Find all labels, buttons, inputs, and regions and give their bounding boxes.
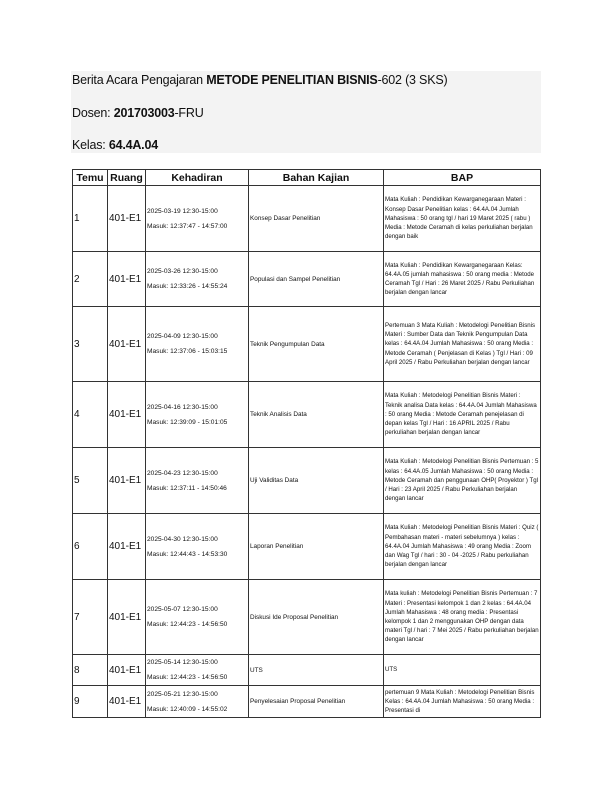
lecturer-code: -FRU bbox=[174, 106, 204, 120]
cell-temu: 6 bbox=[73, 514, 108, 580]
table-row bbox=[73, 514, 541, 580]
cell-temu: 8 bbox=[73, 655, 108, 686]
schedule-time: 2025-03-26 12:30-15:00 bbox=[147, 268, 218, 275]
check-in-time: Masuk: 12:37:47 - 14:57:00 bbox=[147, 222, 228, 230]
class-label: Kelas: bbox=[72, 138, 109, 152]
lecturer-label: Dosen: bbox=[72, 106, 114, 120]
bap-text: Mata Kuliah : Pendidikan Kewarganegaraan Materi : Konsep Dasar Penelitian kelas : 64.4A.04 Jumlah Mahasiswa : 50 orang tgl / hari 19 Maret 2025 ( rabu ) Media : Metode Ceramah di kelas perkuliahan berjalan dengan baik bbox=[385, 196, 533, 241]
lecturer-line bbox=[72, 106, 204, 120]
cell-ruang: 401-E1 bbox=[108, 186, 146, 252]
schedule-time: 2025-05-07 12:30-15:00 bbox=[147, 606, 218, 613]
cell-ruang: 401-E1 bbox=[108, 307, 146, 382]
schedule-time: 2025-05-21 12:30-15:00 bbox=[147, 690, 218, 698]
check-in-time: Masuk: 12:39:09 - 15:01:05 bbox=[147, 418, 228, 426]
table-row bbox=[73, 448, 541, 514]
cell-temu: 1 bbox=[73, 186, 108, 252]
table-row bbox=[73, 580, 541, 655]
document-header bbox=[71, 71, 541, 153]
schedule-time: 2025-04-16 12:30-15:00 bbox=[147, 403, 218, 411]
table-row bbox=[73, 186, 541, 252]
cell-bap bbox=[384, 655, 541, 686]
check-in-time: Masuk: 12:33:26 - 14:55:24 bbox=[147, 283, 228, 290]
cell-kehadiran bbox=[146, 252, 249, 307]
cell-kehadiran bbox=[146, 382, 249, 448]
table-row bbox=[73, 307, 541, 382]
cell-bap bbox=[384, 580, 541, 655]
check-in-time: Masuk: 12:44:23 - 14:56:50 bbox=[147, 674, 228, 681]
cell-bap bbox=[384, 514, 541, 580]
cell-kehadiran bbox=[146, 580, 249, 655]
cell-bap bbox=[384, 186, 541, 252]
bap-text: Mata Kuliah : Metodelogi Penelitian Bisnis Materi : Quiz ( Pembahasan materi - materi sebelumnya ) kelas : 64.4A.04 Jumlah Mahasiswa : 49 orang Media : Zoom dan Wag Tgl / hari : 30 - 04 -2025 / Rabu perkuliahan berjalan dengan lancar bbox=[385, 524, 539, 569]
cell-kehadiran bbox=[146, 686, 249, 718]
cell-kehadiran bbox=[146, 514, 249, 580]
cell-bahan-kajian: Uji Validitas Data bbox=[249, 448, 384, 514]
title-prefix: Berita Acara Pengajaran bbox=[72, 73, 207, 87]
cell-bap bbox=[384, 382, 541, 448]
col-bap: BAP bbox=[384, 170, 541, 186]
course-code: -602 (3 SKS) bbox=[377, 73, 448, 87]
col-temu: Temu bbox=[73, 170, 108, 186]
cell-bahan-kajian: Diskusi Ide Proposal Penelitian bbox=[249, 580, 384, 655]
cell-bahan-kajian: UTS bbox=[249, 655, 384, 686]
cell-bap bbox=[384, 686, 541, 718]
col-kehadiran: Kehadiran bbox=[146, 170, 249, 186]
attendance-table bbox=[72, 169, 541, 718]
table-row bbox=[73, 686, 541, 718]
bap-text: pertemuan 9 Mata Kuliah : Metodelogi Penelitian Bisnis Kelas : 64.4A.04 Jumlah Mahasiswa : 50 orang Media : Presentasi di bbox=[385, 688, 535, 715]
schedule-time: 2025-04-09 12:30-15:00 bbox=[147, 333, 218, 340]
check-in-time: Masuk: 12:37:06 - 15:03:15 bbox=[147, 348, 228, 355]
bap-text: Mata Kuliah : Metodelogi Penelitian Bisnis Pertemuan : 5 kelas : 64.4A.05 Jumlah Mahasiswa : 50 orang Media : Metode Ceramah dan penggunaan OHP( Proyektor ) Tgl / Hari : 23 April 2025 / Rabu Perkuliahan berjalan dengan lancar bbox=[385, 458, 539, 503]
schedule-time: 2025-04-23 12:30-15:00 bbox=[147, 469, 218, 477]
cell-kehadiran bbox=[146, 655, 249, 686]
class-value: 64.4A.04 bbox=[108, 138, 158, 152]
cell-temu: 9 bbox=[73, 686, 108, 718]
table-row bbox=[73, 252, 541, 307]
cell-temu: 4 bbox=[73, 382, 108, 448]
cell-ruang: 401-E1 bbox=[108, 382, 146, 448]
check-in-time: Masuk: 12:44:23 - 14:56:50 bbox=[147, 621, 228, 628]
table-row bbox=[73, 382, 541, 448]
lecturer-id: 201703003 bbox=[113, 106, 175, 120]
bap-text: Mata Kuliah : Metodelogi Penelitian Bisnis Materi : Teknik analisa Data kelas : 64.4A.04 Jumlah Mahasiswa : 50 orang Media : Metode Ceramah penejelasan di depan kelas Tgl / Hari : 16 APRIL 2025 / Rabu perkuliahan berjalan dengan lancar bbox=[385, 392, 537, 437]
col-ruang: Ruang bbox=[108, 170, 146, 186]
cell-bahan-kajian: Laporan Penelitian bbox=[249, 514, 384, 580]
document-title bbox=[72, 73, 447, 87]
cell-temu: 5 bbox=[73, 448, 108, 514]
cell-bahan-kajian: Konsep Dasar Penelitian bbox=[249, 186, 384, 252]
cell-bahan-kajian: Penyelesaian Proposal Penelitian bbox=[249, 686, 384, 718]
cell-temu: 2 bbox=[73, 252, 108, 307]
cell-kehadiran bbox=[146, 307, 249, 382]
check-in-time: Masuk: 12:44:43 - 14:53:30 bbox=[147, 550, 228, 558]
course-name: METODE PENELITIAN BISNIS bbox=[206, 73, 378, 87]
cell-kehadiran bbox=[146, 448, 249, 514]
bap-text: Mata Kuliah : Pendidikan Kewarganegaraan Kelas: 64.4A.05 jumlah mahasiswa : 50 orang media : Metode Ceramah Tgl / Hari : 26 Maret 2025 / Rabu Perkuliahan berjalan dengan lancar bbox=[385, 261, 535, 297]
cell-bahan-kajian: Populasi dan Sampel Penelitian bbox=[249, 252, 384, 307]
cell-temu: 7 bbox=[73, 580, 108, 655]
cell-bahan-kajian: Teknik Pengumpulan Data bbox=[249, 307, 384, 382]
schedule-time: 2025-04-30 12:30-15:00 bbox=[147, 535, 218, 543]
cell-kehadiran bbox=[146, 186, 249, 252]
bap-text: UTS bbox=[385, 666, 398, 674]
cell-ruang: 401-E1 bbox=[108, 514, 146, 580]
table-row bbox=[73, 655, 541, 686]
schedule-time: 2025-03-19 12:30-15:00 bbox=[147, 207, 218, 215]
bap-text: Mata kuliah : Metodelogi Penelitian Bisnis Pertemuan : 7 Materi : Presentasi kelompok 1 dan 2 kelas : 64.4A.04 Jumlah Mahasiswa : 48 orang media : Presentasi kelompok 1 dan 2 menggunakan OHP dengan data materi Tgl / hari : 7 Mei 2025 / Rabu perkuliahan berjalan dengan lancar bbox=[385, 590, 539, 644]
check-in-time: Masuk: 12:40:09 - 14:55:02 bbox=[147, 705, 228, 713]
cell-ruang: 401-E1 bbox=[108, 655, 146, 686]
table-header-row bbox=[73, 170, 541, 186]
class-line bbox=[72, 138, 158, 152]
cell-bap bbox=[384, 448, 541, 514]
cell-bap bbox=[384, 252, 541, 307]
cell-bahan-kajian: Teknik Analisis Data bbox=[249, 382, 384, 448]
cell-ruang: 401-E1 bbox=[108, 580, 146, 655]
cell-bap bbox=[384, 307, 541, 382]
bap-text: Pertemuan 3 Mata Kuliah : Metodelogi Penelitian Bisnis Materi : Sumber Data dan Teknik Pengumpulan Data kelas : 64.4A.04 Jumlah Mahasiswa : 50 orang Media : Metode Ceramah ( Penjelasan di Kelas ) Tgl / Hari : 09 April 2025 / Rabu Perkuliahan berjalan dengan lancar bbox=[385, 321, 536, 366]
col-bahan-kajian: Bahan Kajian bbox=[249, 170, 384, 186]
cell-ruang: 401-E1 bbox=[108, 448, 146, 514]
cell-ruang: 401-E1 bbox=[108, 252, 146, 307]
check-in-time: Masuk: 12:37:11 - 14:50:46 bbox=[147, 484, 227, 492]
cell-ruang: 401-E1 bbox=[108, 686, 146, 718]
schedule-time: 2025-05-14 12:30-15:00 bbox=[147, 659, 218, 666]
cell-temu: 3 bbox=[73, 307, 108, 382]
